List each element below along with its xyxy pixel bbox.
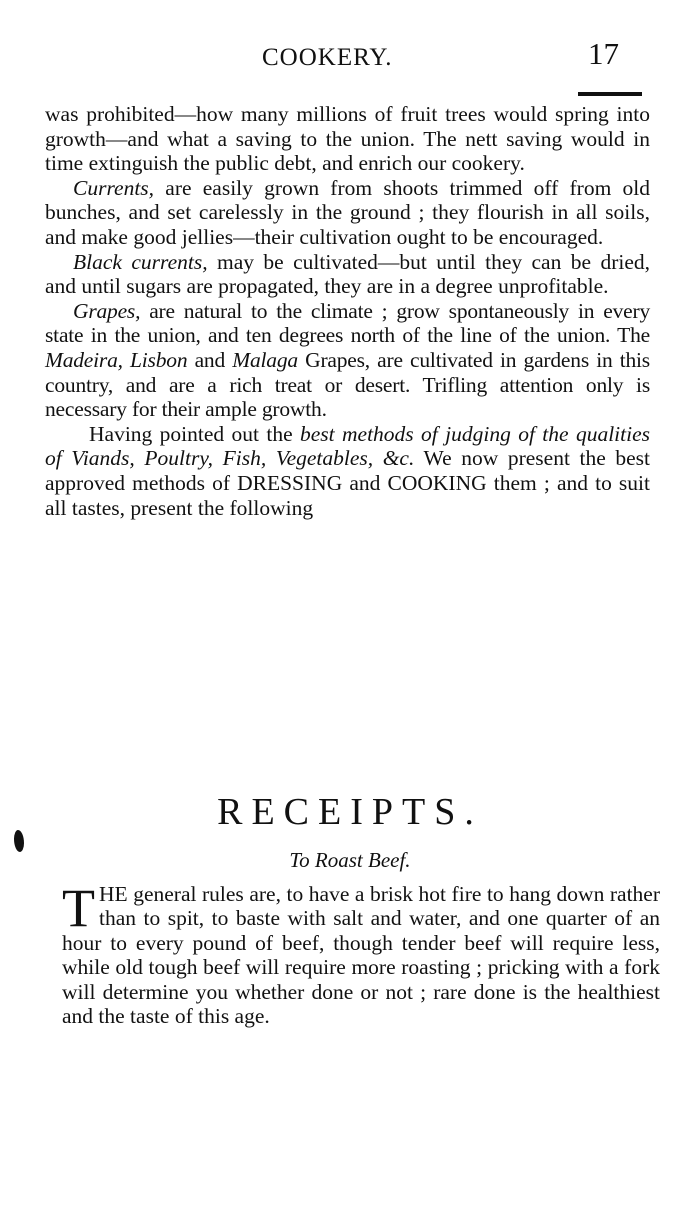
term-grapes: Grapes,: [73, 298, 141, 323]
receipt-roast-beef: [62, 878, 660, 1029]
paragraph-grapes: [45, 299, 650, 422]
section-title-receipts: RECEIPTS.: [217, 791, 483, 833]
black-currents-text: may be cultivated—but until they can be dried, and until sugars are propagated, they are in a degree unprofitable.: [45, 249, 650, 299]
grapes-sep: [123, 348, 130, 372]
running-head: COOKERY.: [262, 44, 393, 71]
paragraph-currents: [45, 176, 650, 250]
methods-text-a: Having pointed out the: [89, 421, 301, 446]
methods-text-b: We now present the best approved methods of DRESSING and COOKING them ; and to suit all tastes, present the following: [45, 446, 650, 520]
term-lisbon: Lisbon: [130, 347, 188, 372]
methods-italic: best methods of judging of the qualities of Viands, Poultry, Fish, Vegetables, &c.: [45, 421, 650, 471]
drop-cap: T: [62, 878, 95, 938]
currents-text: are easily grown from shoots trimmed off from old bunches, and set carelessly in the ground ; they flourish in all soils, and make good jellies—their cultivation ought to be encouraged.: [45, 175, 650, 249]
receipt-title: To Roast Beef.: [289, 848, 411, 872]
receipt-text: HE general rules are, to have a brisk hot fire to hang down rather than to spit, to baste with salt and water, and one quarter of an hour to every pound of beef, though tender beef will require less, while old tough beef will require more roasting ; pricking with a fork will determine you whether done or not ; rare done is the healthiest and the taste of this age.: [62, 882, 660, 1029]
body-text: [45, 102, 650, 520]
grapes-text-b: Grapes, are cultivated in gardens in this country, and are a rich treat or desert. Trifling attention only is necessary for their ample growth.: [45, 347, 650, 422]
paragraph-methods: [45, 422, 650, 520]
header-rule: [578, 92, 642, 96]
paragraph-black-currents: [45, 250, 650, 299]
term-black-currents: Black currents,: [73, 249, 208, 274]
page-number: 17: [588, 36, 619, 71]
term-currents: Currents,: [73, 175, 155, 200]
paragraph-fruit-trees: was prohibited—how many millions of fruit trees would spring into growth—and what a saving to the union. The nett saving would in time extinguish the public debt, and enrich our cookery.: [45, 102, 650, 176]
grapes-text-a: are natural to the climate ; grow spontaneously in every state in the union, and ten degrees north of the line of the union. The: [45, 298, 650, 348]
grapes-and: and: [187, 347, 233, 372]
term-malaga: Malaga: [232, 347, 298, 372]
term-madeira: Madeira,: [45, 347, 123, 372]
